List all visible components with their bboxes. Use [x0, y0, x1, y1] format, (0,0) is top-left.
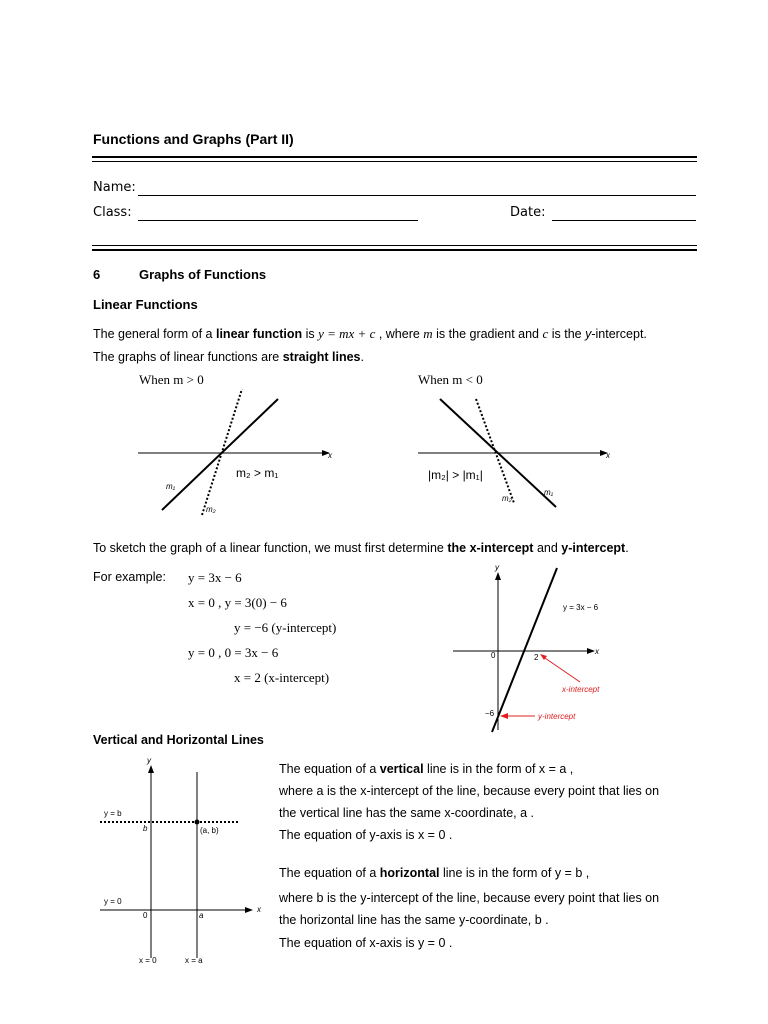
m1-label: m₁	[166, 482, 176, 491]
plot-line	[492, 568, 557, 732]
paragraph-sketch-intro: To sketch the graph of a linear function, we must first determine the x-intercept and y-intercept.	[93, 541, 629, 555]
point-label: (a, b)	[200, 826, 219, 835]
x-axis-label: x	[606, 451, 610, 460]
vertical-line-text: where a is the x-intercept of the line, because every point that lies on	[279, 784, 660, 798]
arrow-icon	[495, 572, 501, 580]
x-axis-label: x	[595, 647, 599, 656]
x-eq-0-label: x = 0	[139, 956, 157, 965]
line-m1	[162, 399, 278, 510]
arrow-icon	[148, 765, 154, 773]
example-line: y = 3x − 6	[188, 570, 242, 585]
x-intercept-pointer	[542, 656, 580, 682]
y-eq-b-label: y = b	[104, 809, 122, 818]
y-axis-label: y	[147, 756, 151, 765]
class-field[interactable]	[138, 220, 418, 221]
divider	[92, 249, 697, 251]
graph-positive-gradient	[130, 385, 340, 520]
m2-label: m₂	[502, 494, 512, 503]
point-a-b	[195, 820, 200, 825]
vertical-line-text: The equation of a vertical line is in the form of x = a ,	[279, 762, 574, 776]
date-label: Date:	[510, 205, 546, 220]
divider	[92, 161, 697, 162]
divider	[92, 156, 697, 158]
b-label: b	[143, 824, 148, 833]
example-line: x = 2 (x-intercept)	[234, 670, 330, 685]
name-field[interactable]	[138, 195, 696, 196]
a-label: a	[199, 911, 204, 920]
vh-heading: Vertical and Horizontal Lines	[93, 733, 264, 747]
page-title: Functions and Graphs (Part II)	[93, 131, 294, 147]
m1-label: m₁	[544, 488, 554, 497]
origin-label: 0	[491, 651, 496, 660]
x-axis-label: x	[328, 451, 332, 460]
vertical-line-text: The equation of y-axis is x = 0 .	[279, 828, 453, 842]
section-number: 6	[93, 267, 101, 282]
divider	[92, 245, 697, 246]
y-tick-label: −6	[485, 709, 495, 718]
origin-label: 0	[143, 911, 148, 920]
class-label: Class:	[93, 205, 132, 220]
y-eq-0-label: y = 0	[104, 897, 122, 906]
name-label: Name:	[93, 180, 136, 195]
relation-label: m₂ > m₁	[236, 466, 279, 480]
horizontal-line-text: The equation of x-axis is y = 0 .	[279, 936, 453, 950]
horizontal-line-text: The equation of a horizontal line is in the form of y = b ,	[279, 866, 590, 880]
paragraph-straight-lines: The graphs of linear functions are straight lines.	[93, 350, 364, 364]
x-intercept-label: x-intercept	[562, 685, 600, 694]
example-line: y = −6 (y-intercept)	[234, 620, 337, 635]
x-eq-a-label: x = a	[185, 956, 203, 965]
graph-pos-caption: When m > 0	[139, 372, 204, 387]
line-label: y = 3x − 6	[563, 603, 599, 612]
x-tick-label: 2	[534, 653, 539, 662]
y-intercept-label: y-intercept	[538, 712, 576, 721]
graph-neg-caption: When m < 0	[418, 372, 483, 387]
graph-negative-gradient	[410, 385, 620, 520]
date-field[interactable]	[552, 220, 696, 221]
linear-functions-heading: Linear Functions	[93, 297, 198, 312]
example-line: y = 0 , 0 = 3x − 6	[188, 645, 279, 660]
relation-label: |m₂| > |m₁|	[428, 468, 483, 482]
graph-vertical-horizontal	[95, 752, 275, 972]
m2-label: m₂	[206, 505, 216, 514]
example-line: x = 0 , y = 3(0) − 6	[188, 595, 287, 610]
vertical-line-text: the vertical line has the same x-coordinate, a .	[279, 806, 534, 820]
arrow-icon	[245, 907, 253, 913]
paragraph-linear-definition: The general form of a linear function is y = mx + c , where m is the gradient and c is the y-intercept.	[93, 326, 647, 341]
x-axis-label: x	[257, 905, 261, 914]
section-title: Graphs of Functions	[139, 267, 267, 282]
horizontal-line-text: where b is the y-intercept of the line, because every point that lies on	[279, 891, 660, 905]
arrow-icon	[500, 713, 508, 719]
horizontal-line-text: the horizontal line has the same y-coordinate, b .	[279, 913, 549, 927]
y-axis-label: y	[495, 563, 499, 572]
for-example-label: For example:	[93, 570, 166, 584]
arrow-icon	[587, 648, 595, 654]
graph-example-sketch	[445, 560, 645, 740]
